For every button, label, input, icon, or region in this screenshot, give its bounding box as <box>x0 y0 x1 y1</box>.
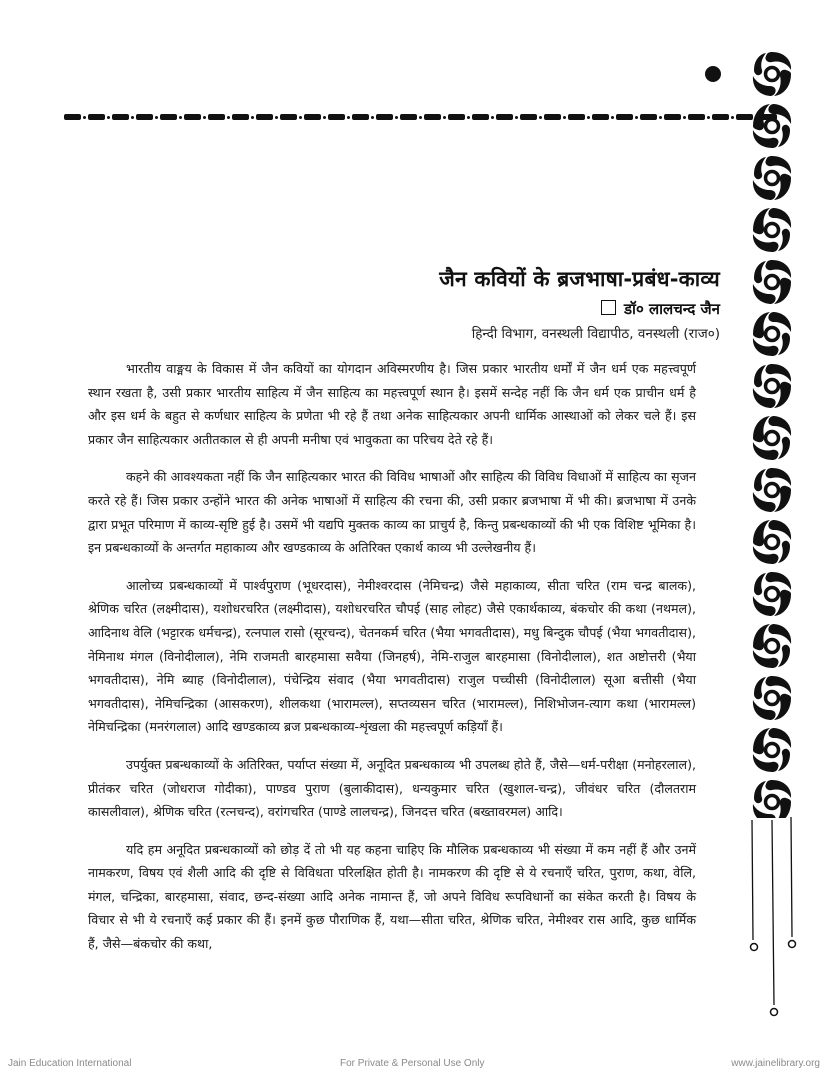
hanging-strings-ornament <box>742 815 802 1025</box>
paisley-swirl-icon <box>744 412 800 464</box>
paisley-swirl-icon <box>744 152 800 204</box>
dash-dot-rule-divider <box>64 113 722 121</box>
rule-dot <box>443 116 446 119</box>
square-bullet-icon <box>601 300 616 315</box>
rule-dash <box>352 114 369 120</box>
page-footer <box>0 1058 828 1078</box>
rule-dot <box>179 116 182 119</box>
rule-dot <box>323 116 326 119</box>
paragraph-4: उपर्युक्त प्रबन्धकाव्यों के अतिरिक्त, पर्याप्त संख्या में, अनूदित प्रबन्धकाव्य भी उपलब्ध होते हैं, जैसे—धर्म-परीक्षा (मनोहरलाल), प्रीतंकर चरित (जोधराज गोदीका), पाण्डव पुराण (बुलाकीदास), धन्यकुमार चरित (खुशाल-चन्द्र), जीवंधर चरित (दौलतराम कासलीवाल), श्रेणिक चरित (रत्नचन्द), वरांगचरित (पाण्डे लालचन्द्र), जिनदत्त चरित (बख्तावरमल) आदि। <box>88 756 696 820</box>
rule-dash <box>88 114 105 120</box>
paisley-swirl-icon <box>744 256 800 308</box>
paisley-swirl-icon <box>744 776 800 818</box>
paisley-swirl-icon <box>744 308 800 360</box>
rule-dot <box>659 116 662 119</box>
paragraph-2: कहने की आवश्यकता नहीं कि जैन साहित्यकार भारत की विविध भाषाओं और साहित्य की विविध विधाओं में साहित्य का सृजन करते रहे हैं। जिस प्रकार उन्होंने भारत की अनेक भाषाओं में साहित्य की रचना की, उसी प्रकार ब्रजभाषा में भी की। ब्रजभाषा में उनके द्वारा प्रभूत परिमाण में काव्य-सृष्टि हुई है। उसमें भी यद्यपि मुक्तक काव्य का प्राचुर्य है, किन्तु प्रबन्धकाव्यों की भी एक विशिष्ट भूमिका है। इन प्रबन्धकाव्यों के अन्तर्गत महाकाव्य और खण्डकाव्य के अतिरिक्त एकार्थ काव्य भी उल्लेखनीय हैं। <box>88 469 696 556</box>
rule-dash <box>688 114 705 120</box>
rule-dot <box>467 116 470 119</box>
paragraph-3: आलोच्य प्रबन्धकाव्यों में पार्श्वपुराण (भूधरदास), नेमीश्वरदास (नेमिचन्द्र) जैसे महाकाव्य, सीता चरित (राम चन्द्र बालक), श्रेणिक चरित (लक्ष्मीदास), यशोधरचरित (लक्ष्मीदास), यशोधरचरित चौपई (साह लोहट) जैसे एकार्थकाव्य, बंकचोर की कथा (नथमल), आदिनाथ वेलि (भट्टारक धर्मचन्द्र), रत्नपाल रासो (सूरचन्द), चेतनकर्म चरित (भैया भगवतीदास), मधु बिन्दुक चौपई (भैया भगवतीदास), नेमिनाथ मंगल (विनोदीलाल), नेमि राजमती बारहमासा सवैया (जिनहर्ष), नेमि-राजुल बारहमासा (विनोदीलाल), शत अष्टोत्तरी (भैया भगवतीदास), नेमि ब्याह (विनोदीलाल), पंचेन्द्रिय संवाद (भैया भगवतीदास) राजुल पच्चीसी (विनोदीलाल) सूआ बत्तीसी (भैया भगवतीदास), नेमिचन्द्रिका (आसकरण), शीलकथा (भारामल्ल), सप्तव्यसन चरित (भारामल्ल), निशिभोजन-त्याग कथा (भारामल्ल) नेमिचन्द्रिका (मनरंगलाल) आदि खण्डकाव्य ब्रज प्रबन्धकाव्य-शृंखला की महत्त्वपूर्ण कड़ियाँ हैं। <box>88 577 696 735</box>
rule-dot <box>587 116 590 119</box>
rule-dash <box>184 114 201 120</box>
rule-dot <box>707 116 710 119</box>
rule-dot <box>563 116 566 119</box>
paisley-border-ornament <box>742 48 802 818</box>
rule-dot <box>251 116 254 119</box>
footer-usage-notice: For Private & Personal Use Only <box>340 1058 485 1069</box>
rule-dot <box>155 116 158 119</box>
article-body <box>88 357 696 970</box>
rule-dot <box>611 116 614 119</box>
paragraph-5: यदि हम अनूदित प्रबन्धकाव्यों को छोड़ दें तो भी यह कहना चाहिए कि मौलिक प्रबन्धकाव्य भी संख्या में कम नहीं हैं और उनमें नामकरण, विषय एवं शैली आदि की दृष्टि से विविधता परिलक्षित होती है। नामकरण की दृष्टि से ये रचनाएँ चरित, पुराण, कथा, वेलि, मंगल, चन्द्रिका, बारहमासा, संवाद, छन्द-संख्या आदि अनेक नामान्त हैं, जो अपने विविध रूपविधानों का संकेत करती है। विषय के विचार से भी ये रचनाएँ कई प्रकार की हैं। इनमें कुछ पौराणिक हैं, यथा—सीता चरित, श्रेणिक चरित, नेमीश्वर रास आदि, कुछ धार्मिक हैं, जैसे—बंकचोर की कथा, <box>88 841 696 952</box>
rule-dot <box>683 116 686 119</box>
rule-dash <box>568 114 585 120</box>
rule-dot <box>539 116 542 119</box>
rule-dot <box>515 116 518 119</box>
paisley-swirl-icon <box>744 204 800 256</box>
paisley-swirl-icon <box>744 464 800 516</box>
rule-dash <box>304 114 321 120</box>
rule-dot <box>107 116 110 119</box>
rule-dash <box>496 114 513 120</box>
rule-dash <box>376 114 393 120</box>
footer-website-link[interactable]: www.jainelibrary.org <box>731 1058 820 1069</box>
rule-dash <box>400 114 417 120</box>
bullet-dot-ornament <box>705 66 721 82</box>
rule-dash <box>544 114 561 120</box>
rule-dash <box>160 114 177 120</box>
paisley-swirl-icon <box>744 724 800 776</box>
paisley-swirl-icon <box>744 100 800 152</box>
rule-dash <box>136 114 153 120</box>
rule-dot <box>131 116 134 119</box>
author-affiliation: हिन्दी विभाग, वनस्थली विद्यापीठ, वनस्थली (राज०) <box>471 326 720 342</box>
rule-dot <box>299 116 302 119</box>
rule-dash <box>664 114 681 120</box>
rule-dot <box>347 116 350 119</box>
rule-dash <box>448 114 465 120</box>
footer-publisher: Jain Education International <box>8 1058 132 1069</box>
rule-dash <box>256 114 273 120</box>
rule-dash <box>424 114 441 120</box>
rule-dash <box>232 114 249 120</box>
author-line <box>330 296 720 322</box>
rule-dash <box>472 114 489 120</box>
rule-dash <box>712 114 729 120</box>
author-name: डॉ० लालचन्द जैन <box>624 300 720 318</box>
rule-dot <box>275 116 278 119</box>
article-title: जैन कवियों के ब्रजभाषा-प्रबंध-काव्य <box>439 267 720 291</box>
paisley-swirl-icon <box>744 568 800 620</box>
rule-dot <box>83 116 86 119</box>
rule-dash <box>112 114 129 120</box>
paisley-swirl-icon <box>744 516 800 568</box>
rule-dot <box>203 116 206 119</box>
rule-dash <box>64 114 81 120</box>
rule-dot <box>371 116 374 119</box>
paisley-swirl-icon <box>744 672 800 724</box>
rule-dash <box>616 114 633 120</box>
rule-dash <box>208 114 225 120</box>
rule-dot <box>419 116 422 119</box>
rule-dot <box>395 116 398 119</box>
article-header <box>330 262 720 346</box>
rule-dot <box>731 116 734 119</box>
rule-dash <box>640 114 657 120</box>
rule-dash <box>520 114 537 120</box>
paisley-swirl-icon <box>744 620 800 672</box>
rule-dot <box>491 116 494 119</box>
rule-dot <box>635 116 638 119</box>
paisley-swirl-icon <box>744 360 800 412</box>
paisley-swirl-icon <box>744 48 800 100</box>
rule-dash <box>280 114 297 120</box>
rule-dot <box>227 116 230 119</box>
paragraph-1: भारतीय वाङ्मय के विकास में जैन कवियों का योगदान अविस्मरणीय है। जिस प्रकार भारतीय धर्मों में जैन धर्म एक महत्त्वपूर्ण स्थान रखता है, उसी प्रकार भारतीय साहित्य में जैन साहित्य का महत्त्वपूर्ण स्थान है। इसमें सन्देह नहीं कि जैन धर्म एक प्राचीन धर्म है और इस धर्म के बहुत से कर्णधार साहित्य के प्रणेता भी रहे हैं तथा अनेक साहित्यकार अपनी धार्मिक आस्थाओं को लेकर चले हैं। इस प्रकार जैन साहित्यकार अतीतकाल से ही अपनी मनीषा एवं भावुकता का परिचय देते रहे हैं। <box>88 361 696 447</box>
rule-dash <box>328 114 345 120</box>
rule-dash <box>592 114 609 120</box>
